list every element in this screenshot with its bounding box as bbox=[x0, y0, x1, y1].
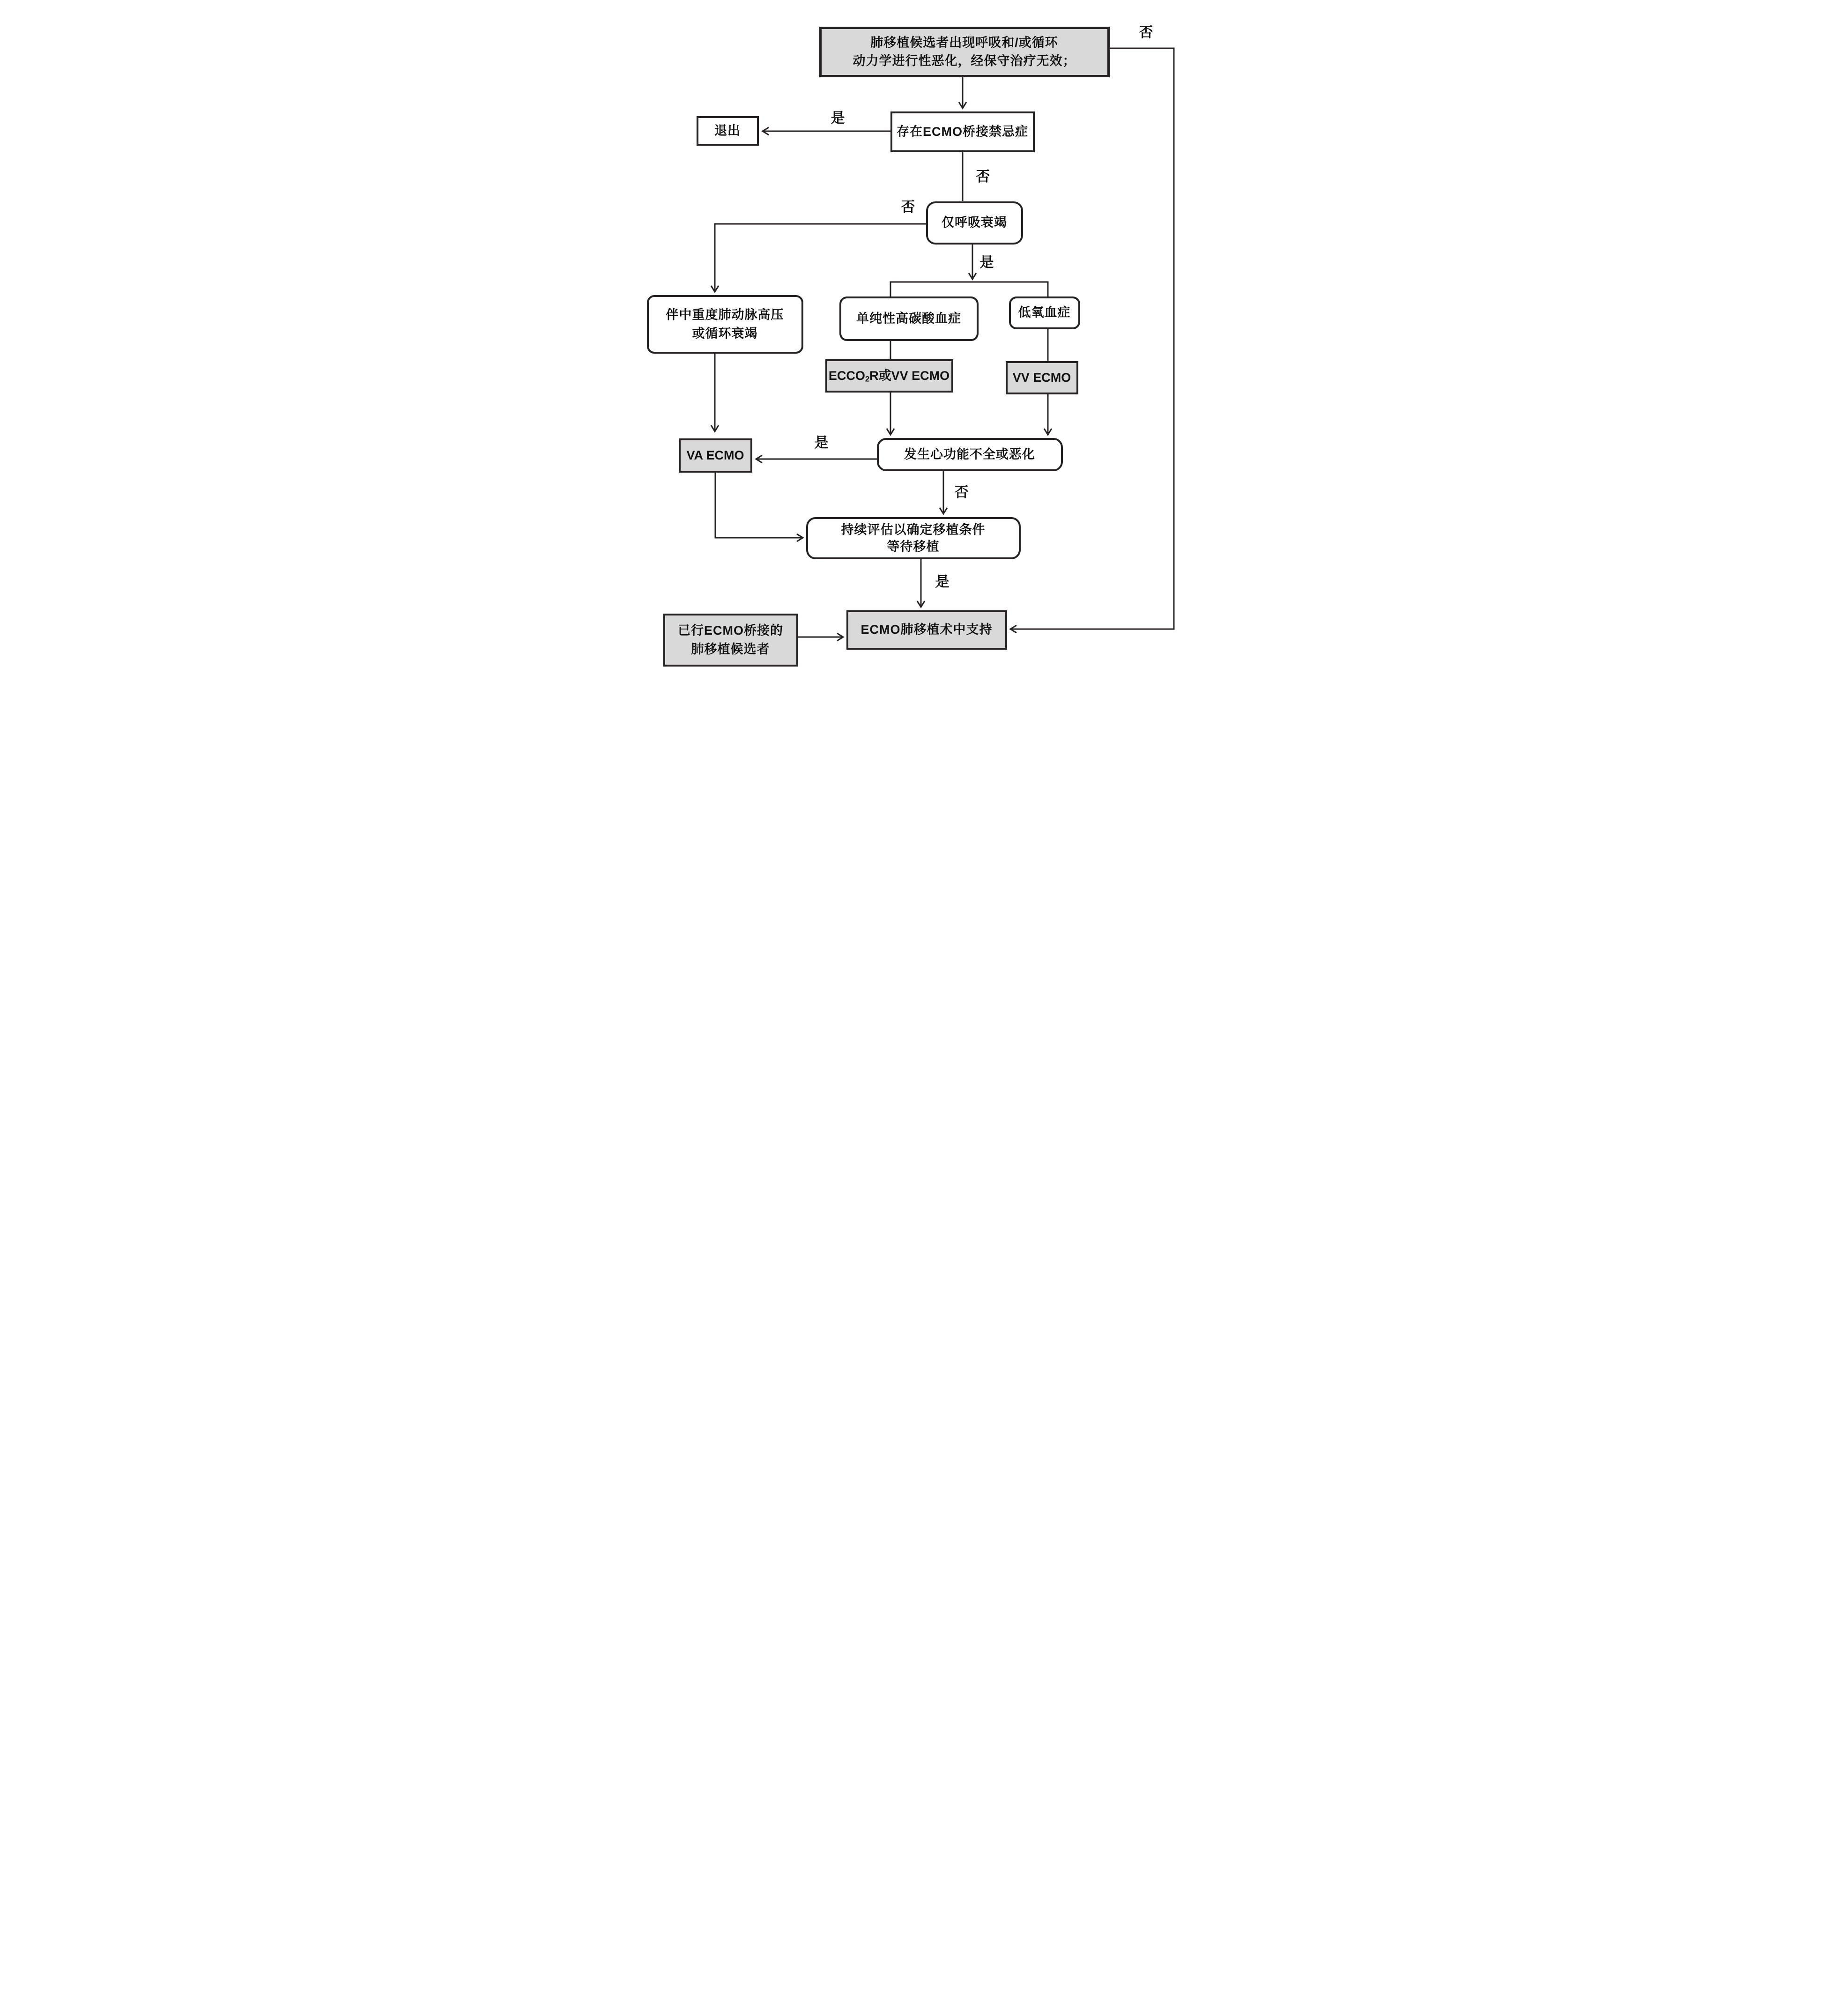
node-vv-ecmo-label: VV ECMO bbox=[1012, 370, 1071, 385]
edge-branch-tee bbox=[890, 282, 1048, 296]
node-ecco2r-label bbox=[829, 367, 950, 385]
node-pah-line1: 伴中重度肺动脉高压 bbox=[666, 308, 784, 322]
node-va-ecmo bbox=[679, 438, 752, 473]
node-contraindication-label: 存在ECMO桥接禁忌症 bbox=[897, 124, 1028, 139]
node-start-line2: 动力学进行性恶化，经保守治疗无效； bbox=[853, 54, 1076, 68]
edge-label-no-below-cardiac: 否 bbox=[954, 485, 969, 500]
node-ecco2r-pre: ECCO bbox=[828, 368, 865, 383]
edge-start-no-to-intraop bbox=[1010, 48, 1174, 629]
edge-label-no-top-right: 否 bbox=[1139, 25, 1153, 40]
node-hypoxemia-label: 低氧血症 bbox=[1018, 305, 1071, 320]
edge-label-no-left-of-respiratory: 否 bbox=[901, 200, 915, 215]
node-ecco2r bbox=[825, 359, 953, 393]
node-pulmonary-hypertension bbox=[647, 295, 803, 354]
node-bridged-candidate-line2: 肺移植候选者 bbox=[691, 642, 770, 656]
node-start bbox=[819, 27, 1110, 77]
node-evaluation bbox=[806, 517, 1021, 559]
node-exit-label: 退出 bbox=[714, 123, 741, 138]
node-respiratory-only-label: 仅呼吸衰竭 bbox=[942, 215, 1007, 230]
node-ecco2r-subscript: 2 bbox=[865, 374, 870, 384]
node-bridged-candidate-line1: 已行ECMO桥接的 bbox=[678, 623, 783, 638]
edge-label-yes-to-exit: 是 bbox=[831, 111, 845, 126]
node-intraop-support bbox=[846, 610, 1007, 650]
node-intraop-support-label: ECMO肺移植术中支持 bbox=[861, 623, 993, 637]
flowchart-canvas bbox=[608, 0, 1217, 672]
node-hypoxemia bbox=[1009, 296, 1080, 329]
edge-vaecmo-to-evaluation bbox=[715, 473, 803, 538]
edge-label-yes-below-respiratory: 是 bbox=[979, 255, 994, 270]
edge-label-no-below-contraindication: 否 bbox=[976, 169, 990, 185]
node-respiratory-only bbox=[926, 201, 1023, 245]
node-ecco2r-post: R或VV ECMO bbox=[869, 368, 950, 383]
node-cardiac-dysfunction bbox=[877, 438, 1063, 471]
node-va-ecmo-label: VA ECMO bbox=[686, 448, 744, 462]
edge-label-yes-to-va-ecmo: 是 bbox=[814, 435, 829, 451]
node-hypercapnia bbox=[839, 296, 979, 341]
node-hypercapnia-label: 单纯性高碳酸血症 bbox=[856, 311, 961, 326]
node-exit bbox=[697, 116, 759, 146]
node-cardiac-dysfunction-label: 发生心功能不全或恶化 bbox=[904, 447, 1035, 461]
node-evaluation-line2: 等待移植 bbox=[887, 540, 940, 554]
node-bridged-candidate bbox=[663, 614, 798, 667]
node-start-line1: 肺移植候选者出现呼吸和/或循环 bbox=[870, 35, 1058, 50]
node-pah-line2: 或循环衰竭 bbox=[692, 326, 758, 341]
node-contraindication bbox=[890, 111, 1035, 152]
node-vv-ecmo bbox=[1006, 361, 1078, 394]
edge-label-yes-below-evaluation: 是 bbox=[935, 574, 950, 590]
node-evaluation-line1: 持续评估以确定移植条件 bbox=[841, 522, 986, 537]
